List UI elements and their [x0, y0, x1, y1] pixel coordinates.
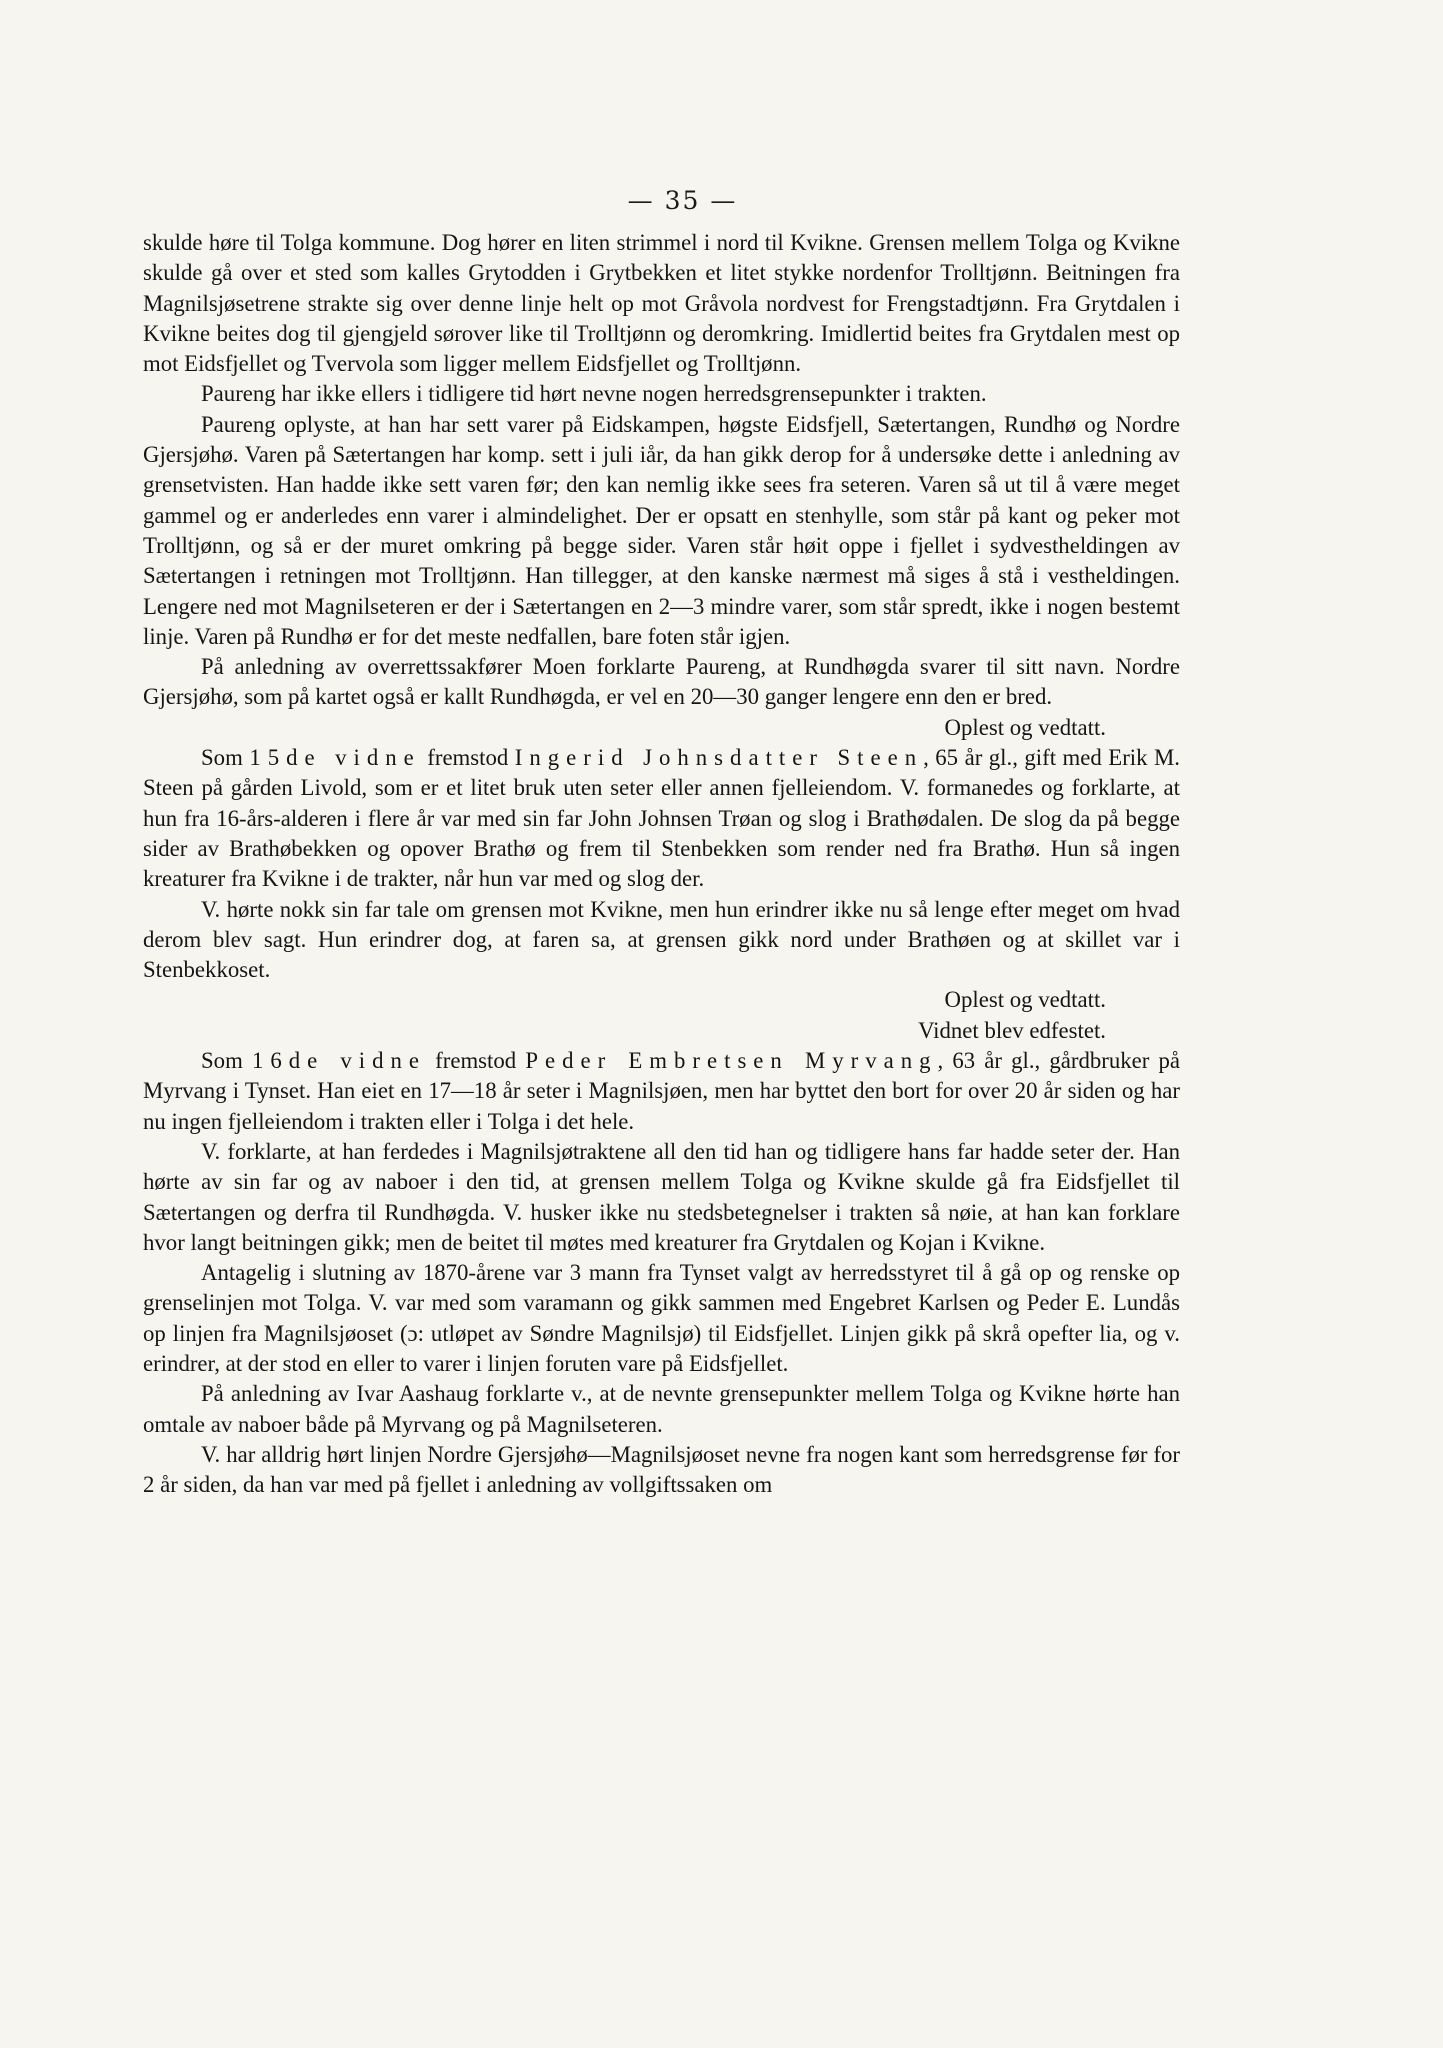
signoff-line: Oplest og vedtatt. [944, 714, 1106, 740]
witness-name: Peder Embretsen Myrvang [525, 1048, 938, 1074]
lead-text: Som [201, 745, 250, 771]
paragraph-witness-15 [143, 743, 1180, 894]
signoff-line: Vidnet blev edfestet. [918, 1017, 1106, 1043]
witness-name: Ingerid Johnsdatter Steen [514, 745, 924, 771]
paragraph: På anledning av overrettssakfører Moen forklarte Paureng, at Rundhøgda svarer til sitt navn. Nordre Gjersjøhø, som på kartet også er kallt Rundhøgda, er vel en 20—30 ganger lengere enn den er bred. [143, 654, 1180, 710]
paragraph: V. forklarte, at han ferdedes i Magnilsjøtraktene all den tid han og tidligere hans far hadde seter der. Han hørte av sin far og av naboer i den tid, at grensen mellem Tolga og Kvikne skulde gå fra Eidsfjellet til Sætertangen og derfra til Rundhøgda. V. husker ikke nu stedsbetegnelser i trakten så nøie, at han kan forklare hvor langt beitningen gikk; men de beitet til møtes med kreaturer fra Grytdalen og Kojan i Kvikne. [143, 1138, 1180, 1255]
paragraph: skulde høre til Tolga kommune. Dog hører en liten strimmel i nord til Kvikne. Grensen mellem Tolga og Kvikne skulde gå over et sted som kalles Grytodden i Grytbekken et litet stykke nordenfor Trolltjønn. Beitningen fra Magnilsjøsetrene strakte sig over denne linje helt op mot Gråvola nordvest for Frengstadtjønn. Fra Grytdalen i Kvikne beites dog til gjengjeld sørover like til Trolltjønn og deromkring. Imidlertid beites fra Grytdalen mest op mot Eidsfjellet og Tvervola som ligger mellem Eidsfjellet og Trolltjønn. [143, 230, 1180, 377]
body-text [143, 228, 1180, 1500]
witness-ordinal: 16de vidne [251, 1048, 427, 1074]
paragraph: Antagelig i slutning av 1870-årene var 3 mann fra Tynset valgt av herredsstyret til å gå op og renske op grenselinjen mot Tolga. V. var med som varamann og gikk sammen med Engebret Karlsen og Peder E. Lundås op linjen fra Magnilsjøoset (ɔ: utløpet av Søndre Magnilsjø) til Eidsfjellet. Linjen gikk på skrå opefter lia, og v. erindrer, at der stod en eller to varer i linjen foruten vare på Eidsfjellet. [143, 1260, 1180, 1376]
paragraph: Paureng oplyste, at han har sett varer på Eidskampen, høgste Eidsfjell, Sætertangen, Rundhø og Nordre Gjersjøhø. Varen på Sætertangen har komp. sett i juli iår, da han gikk derop for å undersøke dette i anledning av grensetvisten. Han hadde ikke sett varen før; den kan nemlig ikke sees fra seteren. Varen så ut til å være meget gammel og er anderledes enn varer i almindelighet. Der er opsatt en stenhylle, som står på kant og peker mot Trolltjønn, og så er der muret omkring på begge sider. Varen står høit oppe i fjellet i sydvestheldingen av Sætertangen i retningen mot Trolltjønn. Han tillegger, at den kanske nærmest må siges å stå i vestheldingen. Lengere ned mot Magnilseteren er der i Sætertangen en 2—3 mindre varer, som står spredt, ikke i nogen bestemt linje. Varen på Rundhø er for det meste nedfallen, bare foten står igjen. [143, 411, 1180, 649]
page-number: — 35 — [627, 186, 738, 215]
paragraph-text: , 65 år gl., gift med Erik M. Steen på gården Livold, som er et litet bruk uten seter eller annen fjelleiendom. V. formanedes og forklarte, at hun fra 16-års-alderen i flere år var med sin far John Johnsen Trøan og slog i Brathødalen. De slog da på begge sider av Brathøbekken og opover Brathø og frem til Stenbekken som render ned fra Brathø. Hun så ingen kreaturer fra Kvikne i de trakter, når hun var med og slog der. [143, 745, 1180, 892]
signoff-line: Oplest og vedtatt. [944, 987, 1106, 1013]
mid-text: fremstod [426, 1048, 526, 1074]
paragraph: Paureng har ikke ellers i tidligere tid hørt nevne nogen herredsgrensepunkter i trakten. [201, 381, 987, 407]
paragraph-witness-16 [143, 1046, 1180, 1137]
paragraph: V. har alldrig hørt linjen Nordre Gjersjøhø—Magnilsjøoset nevne fra nogen kant som herredsgrense før for 2 år siden, da han var med på fjellet i anledning av vollgiftssaken om [143, 1441, 1180, 1498]
paragraph-text: , 63 år gl., gårdbruker på Myrvang i Tynset. Han eiet en 17—18 år seter i Magnilsjøen, men har byttet den bort for over 20 år siden og har nu ingen fjelleiendom i trakten eller i Tolga i det hele. [143, 1048, 1180, 1134]
paragraph: V. hørte nokk sin far tale om grensen mot Kvikne, men hun erindrer ikke nu så lenge efter meget om hvad derom blev sagt. Hun erindrer dog, at faren sa, at grensen gikk nord under Brathøen og at skillet var i Stenbekkoset. [143, 896, 1180, 983]
lead-text: Som [201, 1048, 252, 1074]
paragraph: På anledning av Ivar Aashaug forklarte v., at de nevnte grensepunkter mellem Tolga og Kvikne hørte han omtale av naboer både på Myrvang og på Magnilseteren. [143, 1381, 1180, 1437]
mid-text: fremstod [420, 745, 515, 771]
witness-ordinal: 15de vidne [249, 745, 421, 771]
